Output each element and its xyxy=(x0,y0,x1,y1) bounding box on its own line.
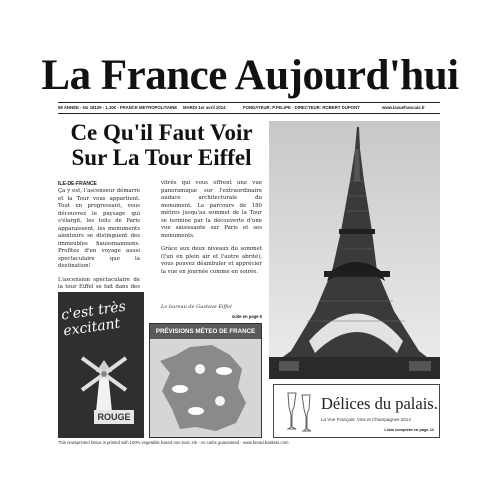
vintage-poster-image xyxy=(58,292,144,438)
france-weather-map xyxy=(150,339,261,437)
windmill-icon xyxy=(76,354,132,414)
champagne-glasses-icon xyxy=(282,391,316,433)
eiffel-tower-illustration xyxy=(269,121,440,379)
issue-date: MARDI 1er avril 2014 xyxy=(183,105,226,110)
article-caption: Le bureau de Gustave Eiffel xyxy=(161,304,232,310)
section-label: ILE-DE-FRANCE xyxy=(58,181,97,187)
headline-line-1: Ce Qu'il Faut Voir xyxy=(70,120,253,145)
ad-title: Délices du palais. xyxy=(321,394,438,413)
footer-note: This newsprinted tissue is printed with 100% vegetable based non-toxic ink - no carbs guaranteed - www.bread-baskets.com xyxy=(58,440,289,445)
article-column-1 xyxy=(58,188,140,305)
masthead-title: La France Aujourd'hui xyxy=(41,52,459,99)
ad-continued-note: Lista completa en page 11 xyxy=(384,427,434,432)
article-headline xyxy=(58,120,265,170)
eiffel-tower-photo xyxy=(269,121,440,379)
weather-forecast-box xyxy=(149,323,262,438)
column-1-paragraph-2: L'ascension spectaculaire de la tour Eiffel se fait dans des xyxy=(58,276,140,290)
edition-info: 58 ANNÉE - No 18129 - 1,30€ - FRANCE METROPOLITAINE xyxy=(58,105,178,110)
champagne-advertisement xyxy=(273,384,440,438)
column-1-paragraph-1: Ça y est, l'ascenseur démarre et la Tour vous appartient. Tout en progressant, vous découvrez le paysage qui s'élargit, les toits de Paris apparaissent, les monuments alentours se distinguent des immeubles haussmanniens. Profitez d'un voyage aussi spectaculaire que la destination! xyxy=(58,188,140,269)
masthead-rule-top xyxy=(58,102,440,103)
poster-script-text: c'est très excitant xyxy=(60,298,127,340)
article-column-2 xyxy=(161,180,262,282)
continued-note: suite en page 6 xyxy=(231,314,262,319)
founder-info: FONDATEUR: P.FELIPE - DIRECTEUR: ROBERT DUPONT xyxy=(243,105,360,110)
masthead-rule-bottom xyxy=(58,113,440,114)
column-2-paragraph-2: Grâce aux deux niveaux du sommet (l'un en plein air et l'autre abrité), vous pouvez déambuler et apprécier la vue en journée comme en soirée. xyxy=(161,246,262,275)
website-link[interactable]: www.lavuefrancais.fr xyxy=(382,105,425,110)
headline-line-2: Sur La Tour Eiffel xyxy=(71,145,252,170)
poster-brand-label: ROUGE xyxy=(94,410,134,424)
weather-title: PRÉVISIONS MÉTEO DE FRANCE xyxy=(150,324,261,339)
ad-subtitle: La Vue Français: Vins et Champagnes 2014 xyxy=(321,417,411,422)
column-2-paragraph-1: vitrés qui vous offrent une vue panoramique sur l'extraordinaire audace architecturale du monument. Le parcours de 180 mètres jusqu'au sommet de la Tour se termine par la découverte d'une vue saisissante sur Paris et ses monuments. xyxy=(161,180,262,239)
